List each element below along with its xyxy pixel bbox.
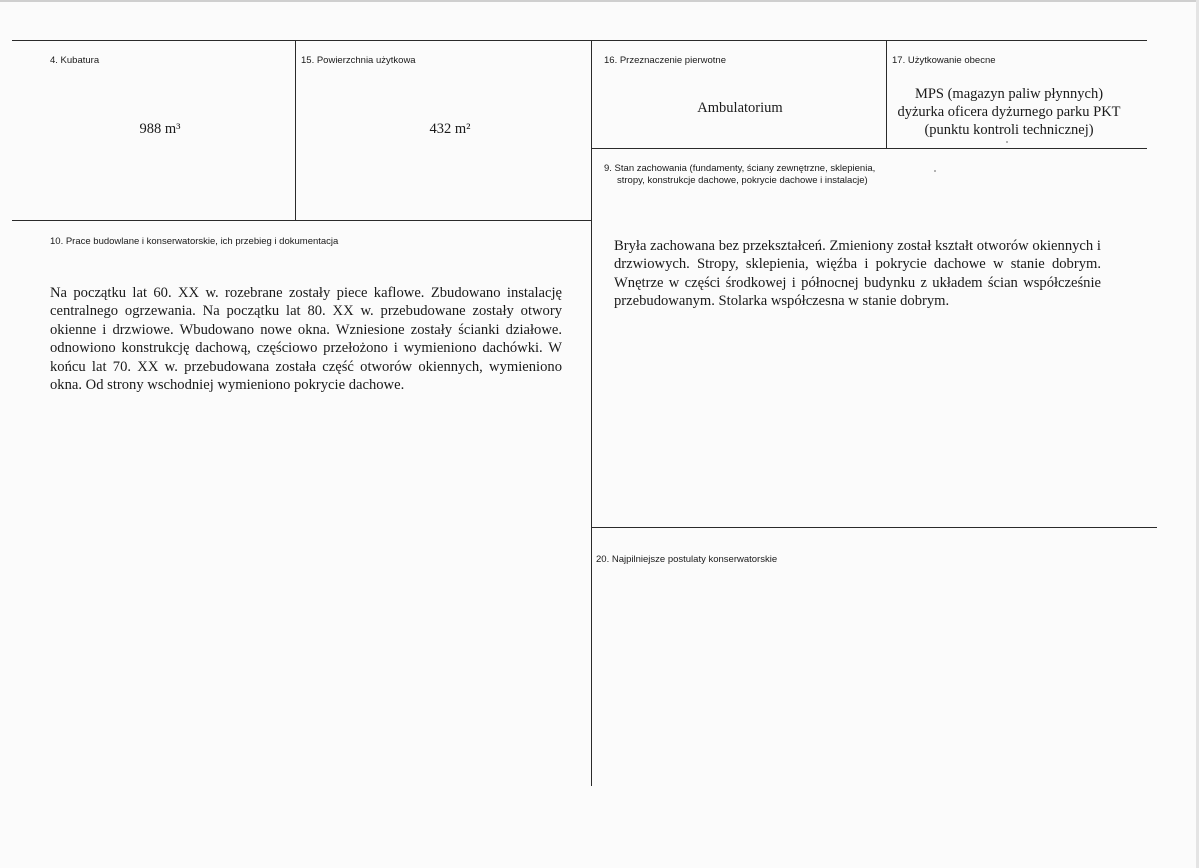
uzytkowanie-label: 17. Użytkowanie obecne bbox=[892, 55, 996, 66]
uzytkowanie-value bbox=[874, 85, 1144, 139]
uzytkowanie-line: (punktu kontroli technicznej) bbox=[924, 122, 1094, 138]
divider-kubatura bbox=[295, 40, 296, 221]
stan-label-line: stropy, konstrukcje dachowe, pokrycie dachowe i instalacje) bbox=[617, 175, 868, 186]
uzytkowanie-line: dyżurka oficera dyżurnego parku PKT bbox=[897, 104, 1121, 120]
stan-label-line: 9. Stan zachowania (fundamenty, ściany zewnętrzne, sklepienia, bbox=[604, 163, 876, 174]
scan-speck bbox=[934, 170, 936, 172]
rule-under-row-top-right bbox=[591, 148, 1147, 149]
rule-above-postulaty bbox=[591, 527, 1157, 528]
paper-edge-top bbox=[0, 0, 1199, 2]
uzytkowanie-line: MPS (magazyn paliw płynnych) bbox=[914, 86, 1104, 102]
powierzchnia-value: 432 m² bbox=[429, 121, 471, 137]
kubatura-value: 988 m³ bbox=[139, 121, 181, 137]
divider-center bbox=[591, 40, 592, 786]
scan-speck bbox=[1006, 141, 1008, 143]
stan-text: Bryła zachowana bez przekształceń. Zmieniony został kształt otworów okiennych i drzwiowych. Stropy, sklepienia, więźba i pokrycie dachowe w stanie dobrym. Wnętrze w części środkowej i północnej budynku z układem ścian współcześnie przebudowanym. Stolarka współczesna w stanie dobrym. bbox=[614, 238, 1101, 310]
top-rule bbox=[12, 40, 1147, 41]
stan-label bbox=[604, 163, 924, 187]
rule-under-row-top-left bbox=[12, 220, 591, 221]
kubatura-label: 4. Kubatura bbox=[50, 55, 100, 66]
przeznaczenie-label: 16. Przeznaczenie pierwotne bbox=[604, 55, 726, 66]
przeznaczenie-value: Ambulatorium bbox=[697, 100, 783, 116]
postulaty-label: 20. Najpilniejsze postulaty konserwatorskie bbox=[596, 554, 778, 565]
prace-text: Na początku lat 60. XX w. rozebrane zostały piece kaflowe. Zbudowano instalację centralnego ogrzewania. Na początku lat 80. XX w. przebudowane zostały otwory okienne i drzwiowe. Wbudowano nowe okna. Wzniesione zostały ścianki działowe. odnowiono konstrukcję dachową, częściowo przełożono i wymieniono dachówki. W końcu lat 70. XX w. przebudowana została część otworów okiennych, wymieniono okna. Od strony wschodniej wymieniono pokrycie dachowe. bbox=[50, 285, 562, 394]
prace-label: 10. Prace budowlane i konserwatorskie, ich przebieg i dokumentacja bbox=[50, 236, 339, 247]
powierzchnia-label: 15. Powierzchnia użytkowa bbox=[301, 55, 416, 66]
